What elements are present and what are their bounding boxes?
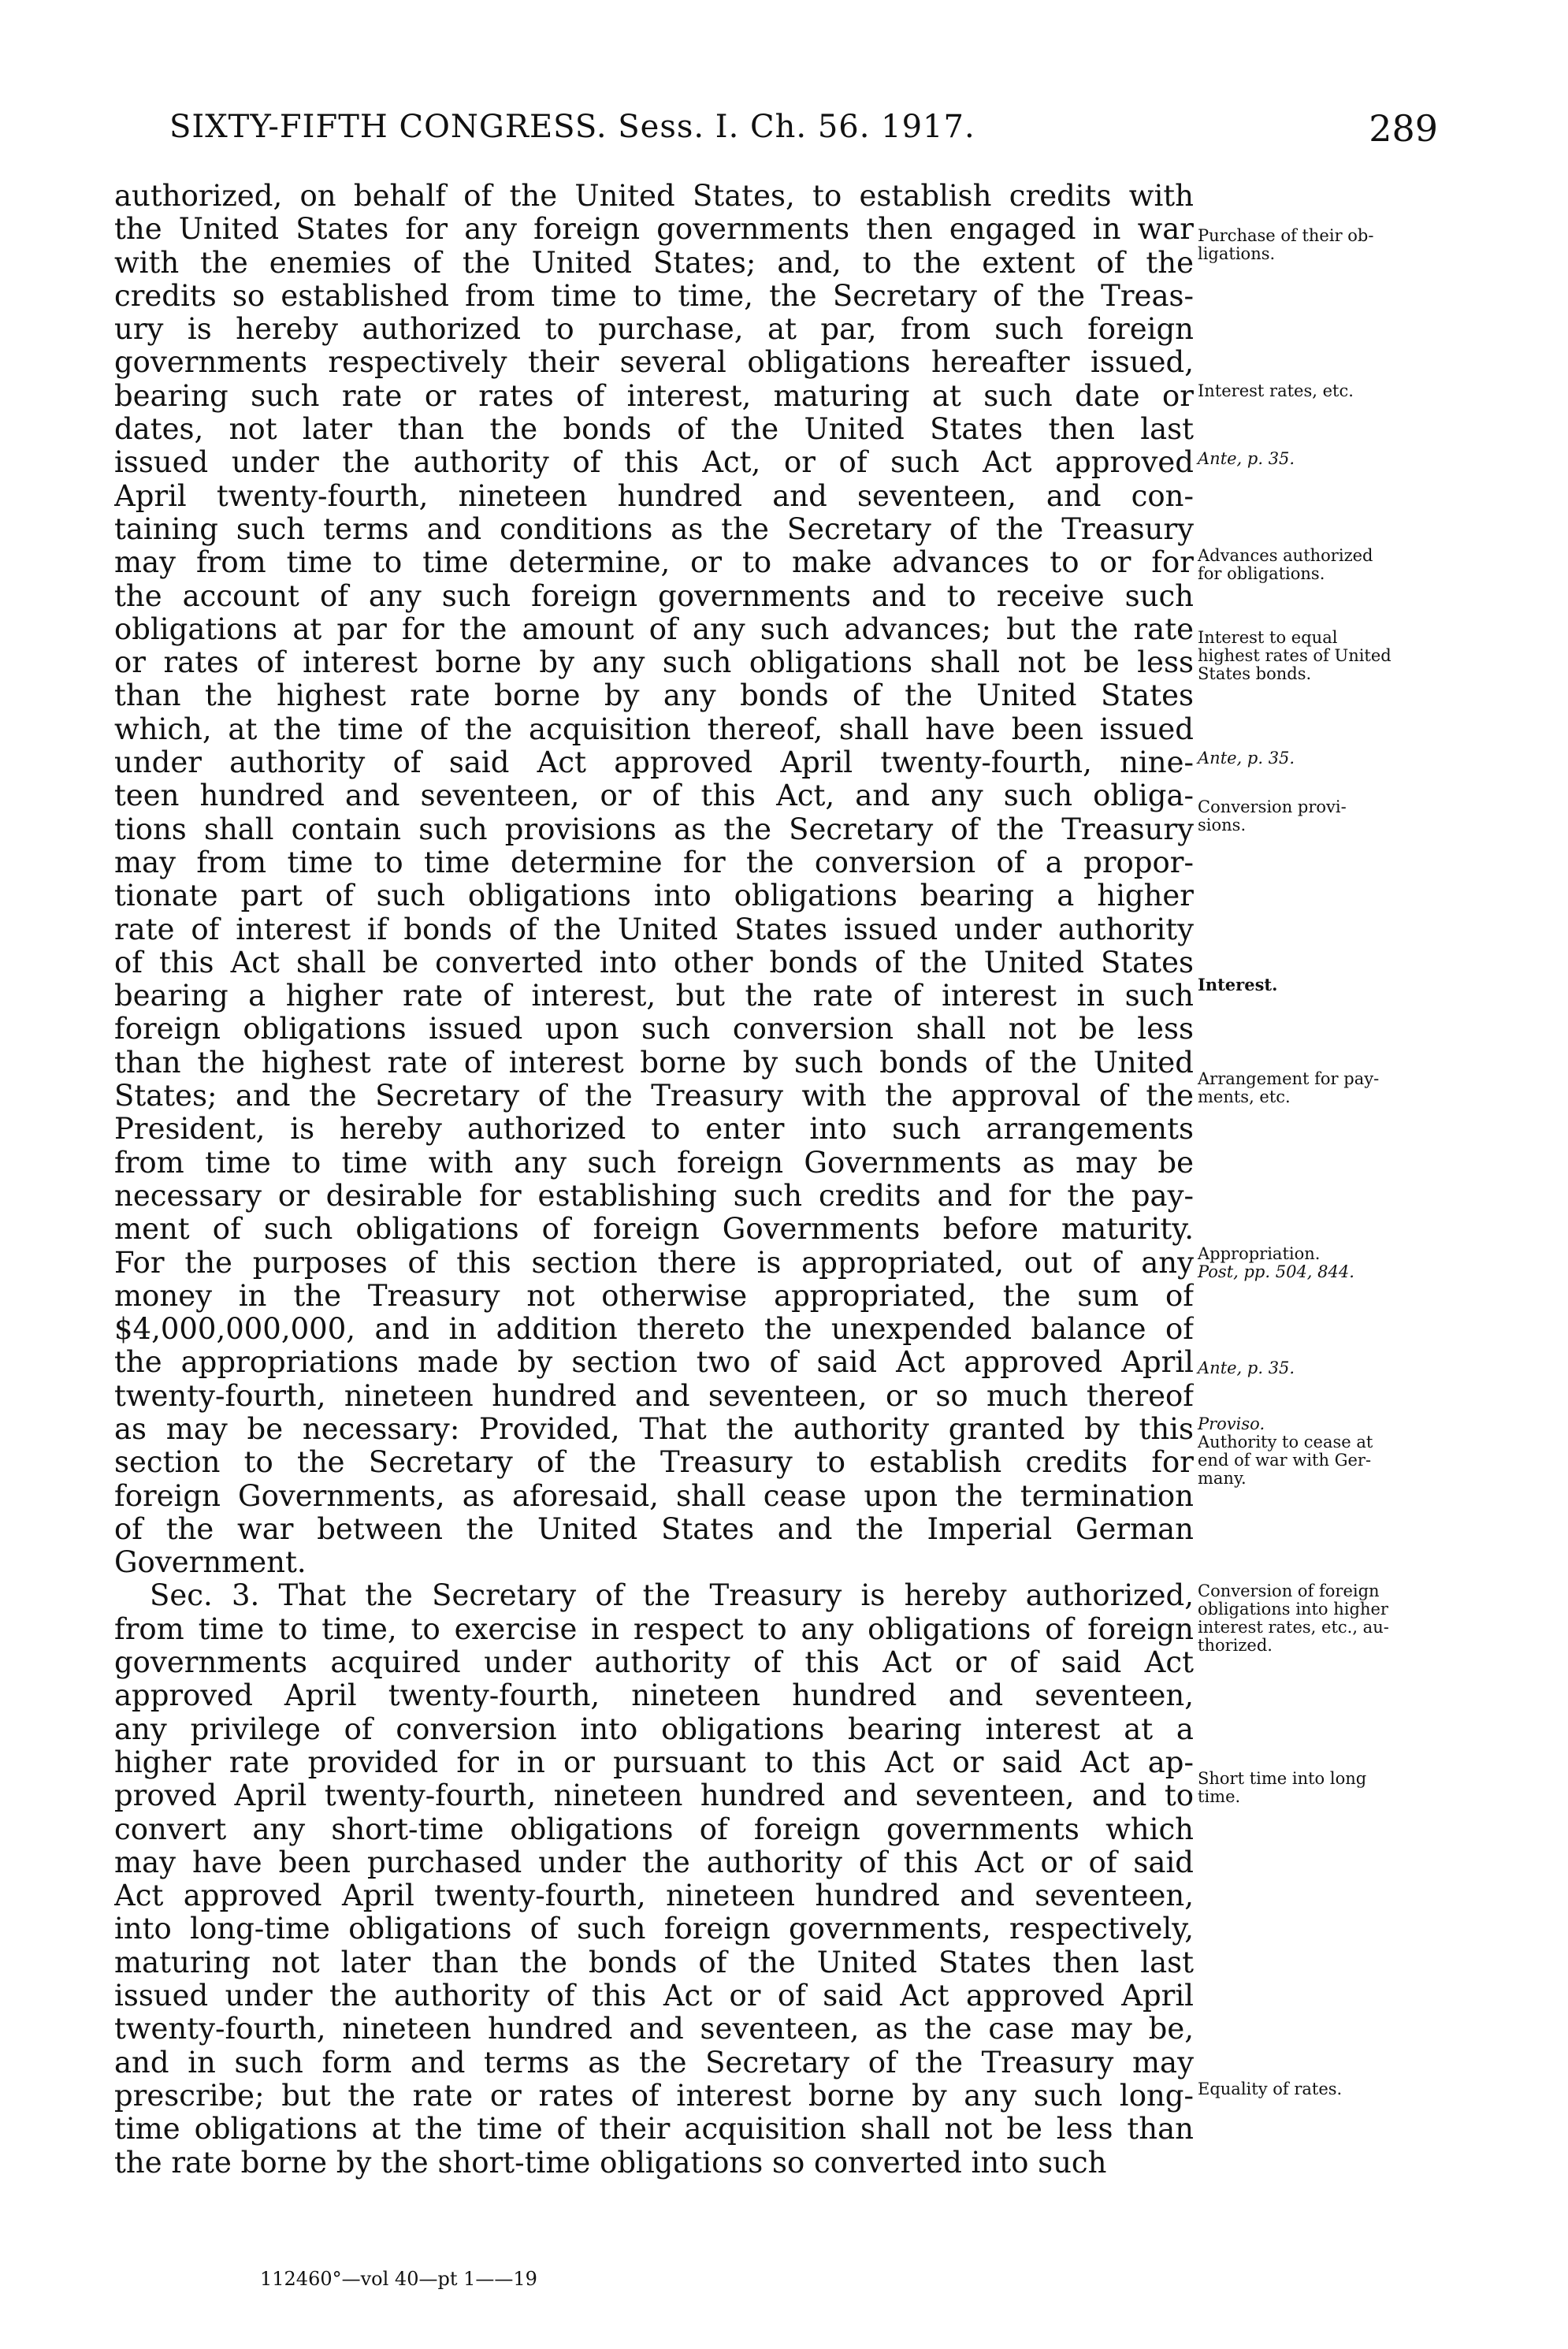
text-line: States; and the Secretary of the Treasury with the approval of the (114, 1080, 1194, 1113)
text-line: credits so established from time to time, the Secretary of the Treas- (114, 279, 1194, 313)
text-line: proved April twenty-fourth, nineteen hundred and seventeen, and to (114, 1779, 1194, 1813)
text-line: obligations at par for the amount of any such advances; but the rate (114, 612, 1194, 646)
text-line: bearing such rate or rates of interest, maturing at such date or (114, 379, 1194, 413)
text-line: section to the Secretary of the Treasury to establish credits for (114, 1446, 1194, 1480)
running-title: SIXTY-FIFTH CONGRESS. Sess. I. Ch. 56. 1917. (169, 109, 975, 145)
text-line: tions shall contain such provisions as the Secretary of the Treasury (114, 812, 1194, 846)
text-line: the account of any such foreign governments and to receive such (114, 579, 1194, 613)
text-line: teen hundred and seventeen, or of this Act, and any such obliga- (114, 779, 1194, 813)
text-line: and in such form and terms as the Secretary of the Treasury may (114, 2046, 1194, 2080)
margin-note: Interest. (1198, 975, 1278, 994)
text-line: April twenty-fourth, nineteen hundred and seventeen, and con- (114, 479, 1194, 513)
text-line: foreign obligations issued upon such conversion shall not be less (114, 1013, 1194, 1046)
statute-text (114, 180, 1194, 2180)
text-line: of the war between the United States and the Imperial German (114, 1512, 1194, 1546)
text-line: foreign Governments, as aforesaid, shall cease upon the termination (114, 1479, 1194, 1513)
margin-note: Purchase of their ob- ligations. (1198, 226, 1374, 263)
text-line: any privilege of conversion into obligations bearing interest at a (114, 1712, 1194, 1746)
text-line: twenty-fourth, nineteen hundred and seventeen, as the case may be, (114, 2013, 1194, 2046)
text-line: approved April twenty-fourth, nineteen hundred and seventeen, (114, 1679, 1194, 1713)
margin-note: Ante, p. 35. (1198, 1358, 1295, 1377)
section-3-start: Sec. 3. That the Secretary of the Treasury is hereby authorized, (150, 1579, 1194, 1613)
text-line: convert any short-time obligations of foreign governments which (114, 1812, 1194, 1846)
text-line: under authority of said Act approved April twenty-fourth, nine- (114, 746, 1194, 780)
text-line: from time to time with any such foreign Governments as may be (114, 1146, 1194, 1180)
page-number: 289 (1369, 107, 1438, 150)
margin-note: Ante, p. 35. (1198, 749, 1295, 768)
text-line: than the highest rate borne by any bonds of the United States (114, 679, 1194, 713)
margin-note: Arrangement for pay- ments, etc. (1198, 1069, 1380, 1106)
text-line: $4,000,000,000, and in addition thereto the unexpended balance of (114, 1313, 1194, 1347)
margin-note: Advances authorized for obligations. (1198, 546, 1373, 583)
text-line: prescribe; but the rate or rates of interest borne by any such long- (114, 2079, 1194, 2113)
margin-note: Proviso. Authority to cease at end of war with Ger- many. (1198, 1414, 1373, 1488)
margin-note: Conversion of foreign obligations into higher interest rates, etc., au- thorized. (1198, 1581, 1389, 1655)
text-line: twenty-fourth, nineteen hundred and seventeen, or so much thereof (114, 1379, 1194, 1413)
text-line: governments acquired under authority of this Act or of said Act (114, 1646, 1194, 1680)
text-line: from time to time, to exercise in respect to any obligations of foreign (114, 1612, 1194, 1646)
signature-mark: 112460°—vol 40—pt 1——19 (260, 2268, 537, 2290)
text-line: the appropriations made by section two of said Act approved April (114, 1346, 1194, 1380)
text-line: authorized, on behalf of the United States, to establish credits with (114, 180, 1194, 213)
margin-note: Interest rates, etc. (1198, 381, 1354, 400)
text-line: than the highest rate of interest borne by such bonds of the United (114, 1046, 1194, 1080)
text-line: higher rate provided for in or pursuant to this Act or said Act ap- (114, 1745, 1194, 1779)
margin-note: Short time into long time. (1198, 1769, 1367, 1806)
text-line: necessary or desirable for establishing such credits and for the pay- (114, 1179, 1194, 1213)
text-line: Act approved April twenty-fourth, nineteen hundred and seventeen, (114, 1879, 1194, 1913)
margin-note: Ante, p. 35. (1198, 449, 1295, 468)
text-line: the rate borne by the short-time obligations so converted into such (114, 2146, 1107, 2180)
margin-note: Conversion provi- sions. (1198, 797, 1347, 834)
text-line: of this Act shall be converted into other bonds of the United States (114, 946, 1194, 979)
text-line: time obligations at the time of their acquisition shall not be less than (114, 2113, 1194, 2146)
text-line: For the purposes of this section there is appropriated, out of any (114, 1246, 1194, 1280)
text-line: issued under the authority of this Act, or of such Act approved (114, 446, 1194, 480)
running-header (169, 109, 1438, 156)
text-line: rate of interest if bonds of the United States issued under authority (114, 912, 1194, 946)
text-line: with the enemies of the United States; and, to the extent of the (114, 246, 1194, 280)
margin-note: Equality of rates. (1198, 2080, 1343, 2098)
text-line: President, is hereby authorized to enter into such arrangements (114, 1113, 1194, 1147)
text-line: money in the Treasury not otherwise appropriated, the sum of (114, 1279, 1194, 1313)
text-line: may from time to time determine for the conversion of a propor- (114, 846, 1194, 879)
text-line: or rates of interest borne by any such obligations shall not be less (114, 646, 1194, 680)
text-line: issued under the authority of this Act or of said Act approved April (114, 1979, 1194, 2013)
text-line: into long-time obligations of such foreign governments, respectively, (114, 1912, 1194, 1946)
margin-note: Appropriation. Post, pp. 504, 844. (1198, 1244, 1354, 1281)
text-line: tionate part of such obligations into obligations bearing a higher (114, 879, 1194, 913)
text-line: Government. (114, 1546, 307, 1580)
margin-notes (1198, 180, 1450, 2150)
text-line: ury is hereby authorized to purchase, at par, from such foreign (114, 313, 1194, 347)
text-line: dates, not later than the bonds of the United States then last (114, 413, 1194, 447)
text-line: bearing a higher rate of interest, but the rate of interest in such (114, 979, 1194, 1013)
text-line: maturing not later than the bonds of the United States then last (114, 1946, 1194, 1979)
text-line: taining such terms and conditions as the Secretary of the Treasury (114, 512, 1194, 546)
text-line: may from time to time determine, or to make advances to or for (114, 546, 1194, 580)
text-line: governments respectively their several obligations hereafter issued, (114, 346, 1194, 380)
text-line: ment of such obligations of foreign Governments before maturity. (114, 1213, 1194, 1247)
margin-note: Interest to equal highest rates of United States bonds. (1198, 628, 1392, 683)
text-line: the United States for any foreign governments then engaged in war (114, 213, 1194, 247)
text-line: as may be necessary: Provided, That the authority granted by this (114, 1412, 1194, 1446)
text-line: which, at the time of the acquisition thereof, shall have been issued (114, 712, 1194, 746)
text-line: may have been purchased under the authority of this Act or of said (114, 1845, 1194, 1879)
